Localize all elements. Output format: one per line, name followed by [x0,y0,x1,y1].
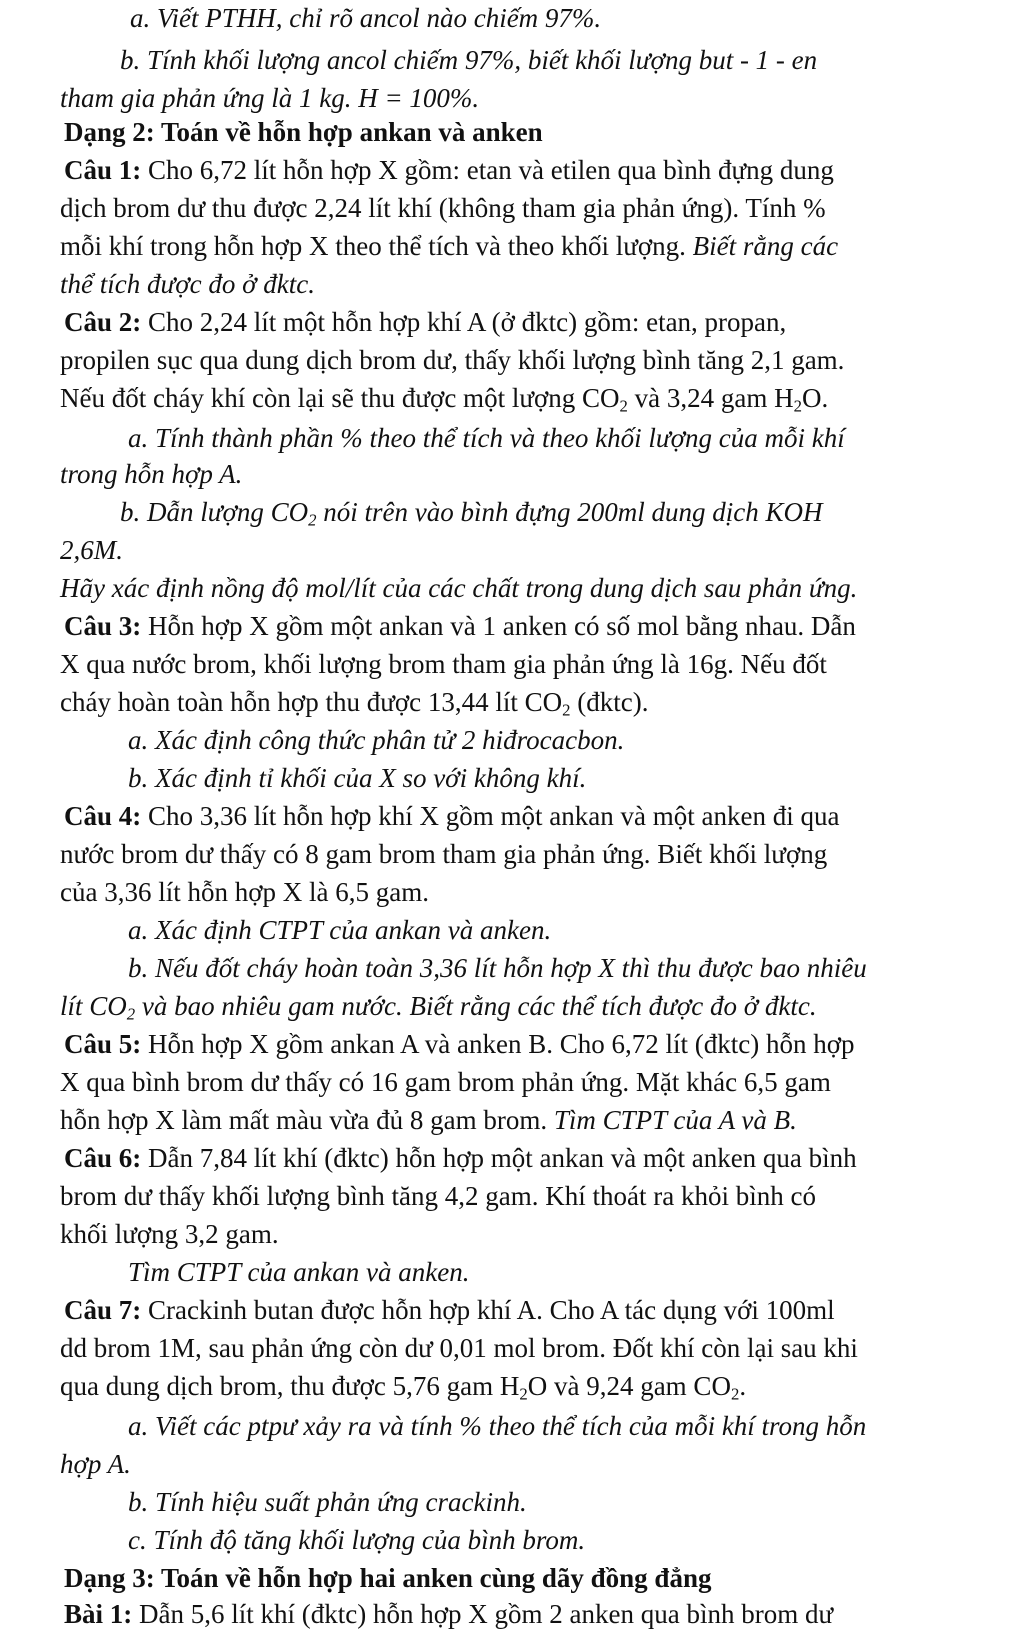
text-run: propilen sục qua dung dịch brom dư, thấy khối lượng bình tăng 2,1 gam. [60,345,845,375]
text-line [120,496,822,528]
text-run: b. Dẫn lượng CO [120,497,309,527]
text-run: trong hỗn hợp A. [60,459,243,489]
bold-label: Câu 4: [64,801,142,831]
text-run: Crackinh butan được hỗn hợp khí A. Cho A tác dụng với 100ml [141,1295,835,1325]
text-line [60,1370,746,1402]
text-line [128,914,551,946]
text-line [128,1256,469,1288]
text-run: Hỗn hợp X gồm ankan A và anken B. Cho 6,72 lít (đktc) hỗn hợp [141,1029,855,1059]
subscript: 2 [730,1384,740,1404]
text-line [64,1142,857,1174]
text-run: nói trên vào bình đựng 200ml dung dịch KOH [316,497,823,527]
text-run: Hỗn hợp X gồm một ankan và 1 anken có số mol bằng nhau. Dẫn [141,611,856,641]
text-run: X qua bình brom dư thấy có 16 gam brom phản ứng. Mặt khác 6,5 gam [60,1067,831,1097]
text-run: và bao nhiêu gam nước. Biết rằng các thể tích được đo ở đktc. [135,991,817,1021]
text-line [128,762,586,794]
text-line [60,1332,858,1364]
text-line [128,1524,585,1556]
text-run: brom dư thấy khối lượng bình tăng 4,2 gam. Khí thoát ra khỏi bình có [60,1181,816,1211]
text-line [64,154,834,186]
bold-label: Câu 3: [64,611,142,641]
text-run: Cho 2,24 lít một hỗn hợp khí A (ở đktc) gồm: etan, propan, [141,307,787,337]
text-run: lít CO [60,991,127,1021]
text-run: b. Tính hiệu suất phản ứng crackinh. [128,1487,527,1517]
text-line [60,230,838,262]
text-line [60,1066,831,1098]
text-line [64,306,786,338]
text-line [120,44,817,76]
text-run: tham gia phản ứng là 1 kg. H = 100%. [60,83,480,113]
text-line [60,572,857,604]
text-line [60,686,648,718]
text-run: Dẫn 5,6 lít khí (đktc) hỗn hợp X gồm 2 anken qua bình brom dư [132,1599,834,1629]
text-line [128,1486,527,1518]
bold-label: Bài 1: [64,1599,133,1629]
text-run: (đktc). [570,687,649,717]
text-run: Tìm CTPT của A và B. [553,1105,797,1135]
text-run: thể tích được đo ở đktc. [60,269,315,299]
text-run: c. Tính độ tăng khối lượng của bình brom. [128,1525,586,1555]
text-run: . [739,1371,747,1401]
text-run: của 3,36 lít hỗn hợp X là 6,5 gam. [60,877,429,907]
text-run: dd brom 1M, sau phản ứng còn dư 0,01 mol brom. Đốt khí còn lại sau khi [60,1333,858,1363]
text-line [60,1180,816,1212]
text-run: a. Viết các ptpư xảy ra và tính % theo thể tích của mỗi khí trong hỗn [128,1411,867,1441]
text-run: dịch brom dư thu được 2,24 lít khí (không tham gia phản ứng). Tính % [60,193,826,223]
text-line [64,1562,711,1594]
text-run: a. Tính thành phần % theo thể tích và theo khối lượng của mỗi khí [128,423,845,453]
text-line [60,82,479,114]
bold-label: Dạng 2: Toán về hỗn hợp ankan và anken [64,117,543,147]
text-run: mỗi khí trong hỗn hợp X theo thể tích và theo khối lượng. [60,231,693,261]
text-line [60,876,429,908]
text-line [60,458,242,490]
text-run: a. Viết PTHH, chỉ rõ ancol nào chiếm 97%. [130,3,602,33]
subscript: 2 [562,700,571,720]
text-line [64,116,543,148]
text-line [60,1448,131,1480]
subscript: 2 [126,1004,136,1024]
bold-label: Câu 6: [64,1143,142,1173]
bold-label: Câu 1: [64,155,142,185]
subscript: 2 [793,396,802,416]
text-run: 2,6M. [60,535,123,565]
text-line [130,2,601,34]
text-line [64,610,856,642]
text-line [60,1104,797,1136]
text-run: khối lượng 3,2 gam. [60,1219,279,1249]
text-run: a. Xác định công thức phân tử 2 hiđrocacbon. [128,725,625,755]
text-run: Hãy xác định nồng độ mol/lít của các chất trong dung dịch sau phản ứng. [60,573,858,603]
text-line [60,838,827,870]
text-line [60,382,828,414]
text-run: hỗn hợp X làm mất màu vừa đủ 8 gam brom. [60,1105,554,1135]
text-line [128,952,867,984]
text-line [64,1598,833,1630]
text-run: cháy hoàn toàn hỗn hợp thu được 13,44 lít CO [60,687,563,717]
text-line [128,724,624,756]
text-line [60,192,826,224]
text-line [60,268,315,300]
text-line [128,1410,866,1442]
text-run: O. [801,383,829,413]
text-run: a. Xác định CTPT của ankan và anken. [128,915,552,945]
text-run: Dẫn 7,84 lít khí (đktc) hỗn hợp một ankan và một anken qua bình [141,1143,857,1173]
text-line [60,344,844,376]
bold-label: Câu 2: [64,307,142,337]
text-line [64,800,839,832]
text-line [60,534,123,566]
text-run: O và 9,24 gam CO [527,1371,731,1401]
bold-label: Dạng 3: Toán về hỗn hợp hai anken cùng dãy đồng đẳng [64,1563,712,1593]
bold-label: Câu 5: [64,1029,142,1059]
text-run: hợp A. [60,1449,131,1479]
text-run: Biết rằng các [692,231,839,261]
text-run: qua dung dịch brom, thu được 5,76 gam H [60,1371,520,1401]
text-run: X qua nước brom, khối lượng brom tham gia phản ứng là 16g. Nếu đốt [60,649,827,679]
text-line [64,1028,855,1060]
text-run: b. Nếu đốt cháy hoàn toàn 3,36 lít hỗn hợp X thì thu được bao nhiêu [128,953,867,983]
bold-label: Câu 7: [64,1295,142,1325]
text-line [128,422,845,454]
text-run: nước brom dư thấy có 8 gam brom tham gia phản ứng. Biết khối lượng [60,839,828,869]
subscript: 2 [308,510,317,530]
text-line [64,1294,835,1326]
text-line [60,990,817,1022]
text-run: Nếu đốt cháy khí còn lại sẽ thu được một lượng CO [60,383,620,413]
subscript: 2 [519,1384,528,1404]
text-run: và 3,24 gam H [627,383,794,413]
text-run: Tìm CTPT của ankan và anken. [128,1257,470,1287]
text-run: b. Tính khối lượng ancol chiếm 97%, biết khối lượng but - 1 - en [120,45,818,75]
text-run: Cho 3,36 lít hỗn hợp khí X gồm một ankan và một anken đi qua [141,801,840,831]
text-run: b. Xác định tỉ khối của X so với không khí. [128,763,587,793]
text-line [60,1218,279,1250]
text-line [60,648,827,680]
text-run: Cho 6,72 lít hỗn hợp X gồm: etan và etilen qua bình đựng dung [141,155,834,185]
subscript: 2 [619,396,628,416]
